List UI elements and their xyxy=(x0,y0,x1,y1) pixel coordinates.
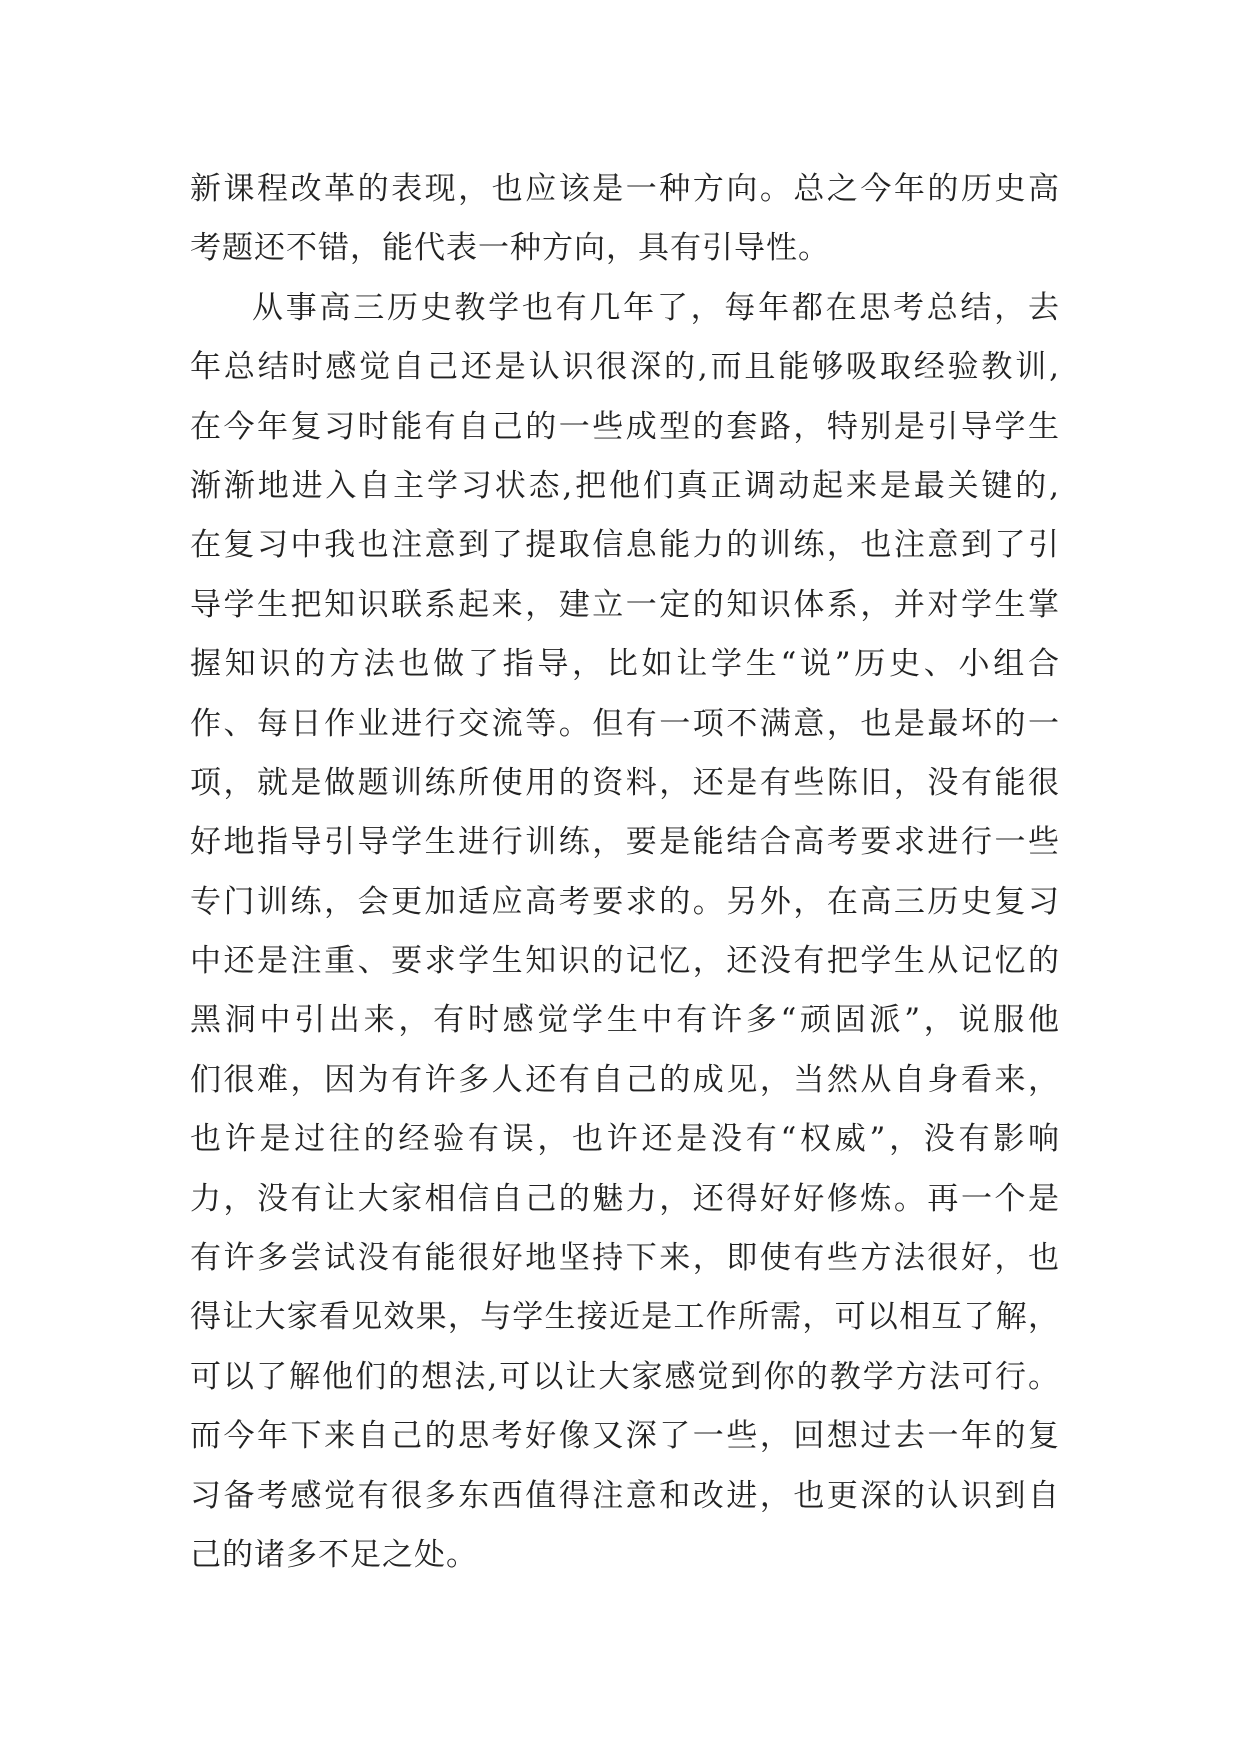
document-body xyxy=(190,160,1060,1585)
text-line: 己的诸多不足之处。 xyxy=(190,1536,478,1573)
text-line: 习备考感觉有很多东西值得注意和改进，也更深的认识到自 xyxy=(190,1477,1060,1514)
text-line: 项，就是做题训练所使用的资料，还是有些陈旧，没有能很 xyxy=(190,764,1060,801)
text-line: 有许多尝试没有能很好地坚持下来，即使有些方法很好，也 xyxy=(190,1240,1060,1277)
text-line: 在今年复习时能有自己的一些成型的套路，特别是引导学生 xyxy=(190,408,1060,445)
paragraph-first-line: 从事高三历史教学也有几年了，每年都在思考总结，去 xyxy=(252,289,1060,326)
text-line: 中还是注重、要求学生知识的记忆，还没有把学生从记忆的 xyxy=(190,943,1060,980)
text-line: 在复习中我也注意到了提取信息能力的训练，也注意到了引 xyxy=(190,527,1060,564)
text-line: 们很难，因为有许多人还有自己的成见，当然从自身看来， xyxy=(190,1061,1060,1098)
text-line: 考题还不错，能代表一种方向，具有引导性。 xyxy=(190,230,830,267)
text-line: 可以了解他们的想法,可以让大家感觉到你的教学方法可行。 xyxy=(190,1358,1060,1395)
text-line: 专门训练，会更加适应高考要求的。另外，在高三历史复习 xyxy=(190,883,1060,920)
text-line: 力，没有让大家相信自己的魅力，还得好好修炼。再一个是 xyxy=(190,1180,1060,1217)
text-line: 好地指导引导学生进行训练，要是能结合高考要求进行一些 xyxy=(190,824,1060,861)
text-line: 也许是过往的经验有误，也许还是没有“权威”，没有影响 xyxy=(190,1121,1060,1158)
text-line: 渐渐地进入自主学习状态,把他们真正调动起来是最关键的, xyxy=(190,467,1060,504)
text-line: 年总结时感觉自己还是认识很深的,而且能够吸取经验教训, xyxy=(190,349,1060,386)
text-line: 黑洞中引出来，有时感觉学生中有许多“顽固派”，说服他 xyxy=(190,1002,1060,1039)
text-line: 新课程改革的表现，也应该是一种方向。总之今年的历史高 xyxy=(190,171,1060,207)
text-line: 作、每日作业进行交流等。但有一项不满意，也是最坏的一 xyxy=(190,705,1060,742)
text-line: 导学生把知识联系起来，建立一定的知识体系，并对学生掌 xyxy=(190,586,1060,623)
text-line: 握知识的方法也做了指导，比如让学生“说”历史、小组合 xyxy=(190,646,1060,683)
text-line: 得让大家看见效果，与学生接近是工作所需，可以相互了解， xyxy=(190,1299,1060,1336)
text-line: 而今年下来自己的思考好像又深了一些，回想过去一年的复 xyxy=(190,1418,1060,1455)
